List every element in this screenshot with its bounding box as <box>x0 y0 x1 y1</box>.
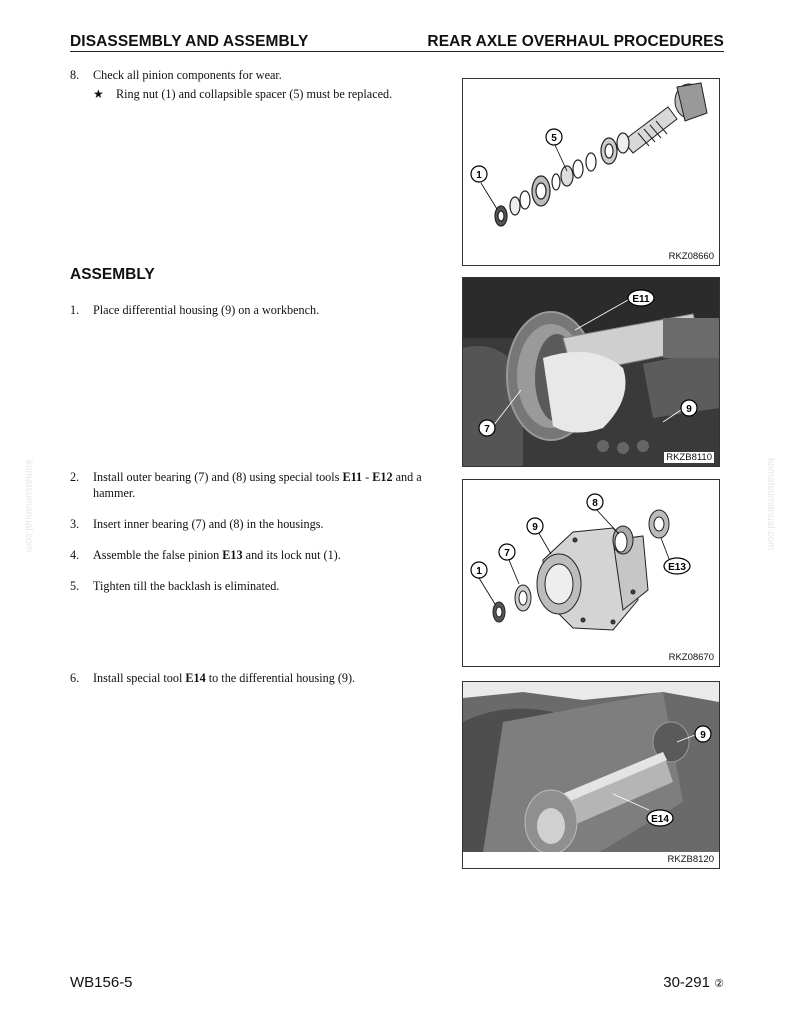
step-6-text-a: Install special tool <box>93 671 186 685</box>
footer-page-number: 30-291 <box>663 974 710 991</box>
callout-e11-label: E11 <box>632 294 650 305</box>
step-4-text-a: Assemble the false pinion <box>93 548 223 562</box>
callout-9-icon <box>695 726 711 742</box>
step-3-text: Insert inner bearing (7) and (8) in the housings. <box>93 517 324 531</box>
callout-1-icon <box>471 166 487 182</box>
step-2-text-c: and a <box>392 470 422 484</box>
step-4-number: 4. <box>70 548 80 562</box>
callout-8-icon <box>587 494 603 510</box>
callout-9-label: 9 <box>686 404 692 415</box>
note-text: Ring nut (1) and collapsible spacer (5) must be replaced. <box>116 87 393 101</box>
callout-e14-label: E14 <box>651 814 669 825</box>
header-section-title: DISASSEMBLY AND ASSEMBLY <box>70 33 309 50</box>
callout-9-icon <box>527 518 543 534</box>
step-1-text: Place differential housing (9) on a workbench. <box>93 303 320 317</box>
tool-e13-ref: E13 <box>222 548 243 562</box>
tool-e12-ref: E12 <box>372 470 393 484</box>
callout-5-label: 5 <box>551 133 557 144</box>
step-2-text-a: Install outer bearing (7) and (8) using special tools <box>93 470 343 484</box>
callout-9-label: 9 <box>700 730 706 741</box>
step-6-text <box>93 670 355 686</box>
callout-e13-icon <box>664 558 690 574</box>
callout-9-label: 9 <box>532 522 538 533</box>
callout-e14-icon <box>647 810 673 826</box>
figure-caption: RKZ08670 <box>668 652 714 663</box>
step-6-text-b: to the differential housing (9). <box>205 671 356 685</box>
tool-e14-ref: E14 <box>185 671 206 685</box>
pinion-exploded-illustration <box>463 79 719 265</box>
footer-page <box>663 974 724 991</box>
callout-1-label: 1 <box>476 170 482 181</box>
tool-e11-ref: E11 <box>342 470 363 484</box>
step-2-text-b: - <box>362 470 373 484</box>
note-star-icon: ★ <box>93 87 104 101</box>
step-2-text <box>93 469 453 501</box>
step-8-number: 8. <box>70 68 80 82</box>
step-2-text-line2: hammer. <box>93 486 136 500</box>
assembly-section-title: ASSEMBLY <box>70 266 155 283</box>
bearing-install-photo <box>463 278 719 466</box>
callout-e11-icon <box>628 290 654 306</box>
step-8-text: Check all pinion components for wear. <box>93 68 282 82</box>
callout-7-label: 7 <box>484 424 490 435</box>
step-6-number: 6. <box>70 671 80 685</box>
watermark-left: komatsumanual.com <box>23 460 34 553</box>
callout-7-icon <box>499 544 515 560</box>
figure-tool-e14-photo <box>462 681 720 869</box>
callout-5-icon <box>546 129 562 145</box>
callout-1-label: 1 <box>476 566 482 577</box>
figure-caption: RKZB8110 <box>666 452 712 463</box>
step-2-number: 2. <box>70 470 80 484</box>
callout-8-label: 8 <box>592 498 598 509</box>
step-5-number: 5. <box>70 579 80 593</box>
figure-housing-exploded <box>462 479 720 667</box>
tool-e14-photo <box>463 682 719 868</box>
footer-revision-icon: ② <box>714 978 724 990</box>
callout-7-label: 7 <box>504 548 510 559</box>
callout-e13-label: E13 <box>668 562 686 573</box>
step-4-text-b: and its lock nut (1). <box>242 548 341 562</box>
figure-bearing-install-photo <box>462 277 720 467</box>
step-1-number: 1. <box>70 303 80 317</box>
header-rule <box>70 51 724 52</box>
callout-1-icon <box>471 562 487 578</box>
footer-model: WB156-5 <box>70 974 133 991</box>
housing-exploded-illustration <box>463 480 719 666</box>
figure-caption: RKZB8120 <box>667 854 714 865</box>
callout-7-icon <box>479 420 495 436</box>
step-3-number: 3. <box>70 517 80 531</box>
figure-pinion-exploded <box>462 78 720 266</box>
step-5-text: Tighten till the backlash is eliminated. <box>93 579 280 593</box>
callout-9-icon <box>681 400 697 416</box>
header-chapter-title: REAR AXLE OVERHAUL PROCEDURES <box>427 33 724 50</box>
figure-caption: RKZ08660 <box>668 251 714 262</box>
step-4-text <box>93 547 341 563</box>
